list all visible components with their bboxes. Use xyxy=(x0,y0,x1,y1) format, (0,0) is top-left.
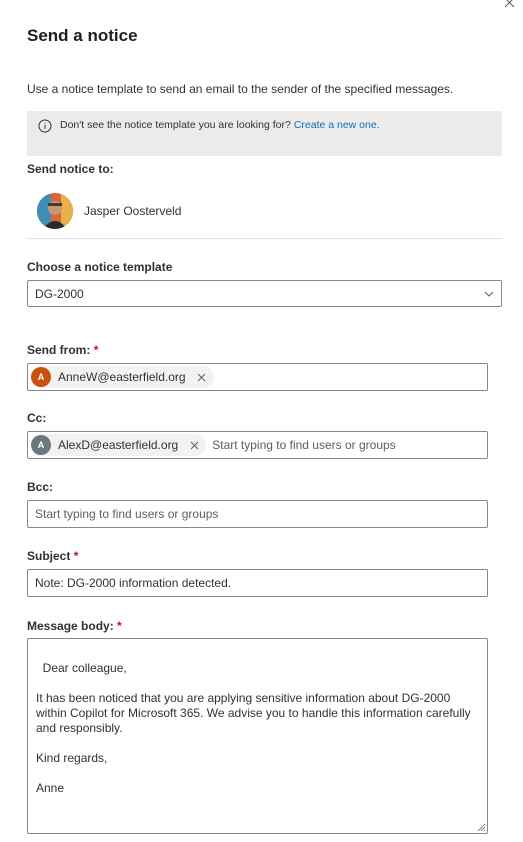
close-icon xyxy=(197,373,206,382)
subject-field[interactable] xyxy=(27,569,488,597)
close-button[interactable] xyxy=(498,0,520,10)
chip-avatar: A xyxy=(31,367,51,387)
message-body-label: Message body: * xyxy=(27,619,122,633)
required-mark: * xyxy=(93,343,99,357)
close-icon xyxy=(504,0,515,8)
send-from-label: Send from: * xyxy=(27,343,99,357)
cc-label: Cc: xyxy=(27,411,47,425)
subject-value: Note: DG-2000 information detected. xyxy=(35,576,232,590)
chip-email: AlexD@easterfield.org xyxy=(58,438,179,452)
remove-sender-button[interactable] xyxy=(196,371,208,383)
info-message-bar xyxy=(27,111,502,156)
recipient-name: Jasper Oosterveld xyxy=(84,204,182,218)
template-selected-value: DG-2000 xyxy=(35,286,84,301)
chip-email: AnneW@easterfield.org xyxy=(58,370,186,384)
resize-grip-icon[interactable] xyxy=(477,823,486,832)
message-body-text: Dear colleague, It has been noticed that you are applying sensitive information about DG-2000 within Copilot for Microsoft 365. We advise you to handle this information carefully and responsibly. Kind regards, Anne xyxy=(36,661,471,795)
close-icon xyxy=(190,441,199,450)
panel-title: Send a notice xyxy=(27,26,138,45)
create-template-link[interactable]: Create a new one. xyxy=(293,119,380,131)
bcc-input[interactable] xyxy=(35,501,487,527)
chip-avatar: A xyxy=(31,435,51,455)
template-select[interactable] xyxy=(27,280,502,307)
avatar xyxy=(37,193,73,229)
send-from-chip xyxy=(31,366,214,388)
cc-input[interactable] xyxy=(212,432,487,458)
panel-description: Use a notice template to send an email to the sender of the specified messages. xyxy=(27,82,454,96)
recipient xyxy=(37,193,181,229)
bcc-label: Bcc: xyxy=(27,480,54,494)
bcc-field[interactable] xyxy=(27,500,488,528)
remove-cc-button[interactable] xyxy=(188,439,200,451)
message-body-textarea[interactable] xyxy=(27,638,488,834)
subject-label: Subject * xyxy=(27,549,79,563)
cc-chip xyxy=(31,434,206,456)
required-mark: * xyxy=(73,549,79,563)
send-from-field[interactable] xyxy=(27,363,488,391)
chevron-down-icon xyxy=(483,288,495,300)
cc-field[interactable] xyxy=(27,431,488,459)
required-mark: * xyxy=(117,619,122,633)
template-label: Choose a notice template xyxy=(27,260,173,274)
send-notice-to-label: Send notice to: xyxy=(27,162,114,176)
info-icon xyxy=(38,119,52,133)
divider xyxy=(27,238,502,239)
info-text: Don't see the notice template you are looking for? xyxy=(60,119,291,131)
